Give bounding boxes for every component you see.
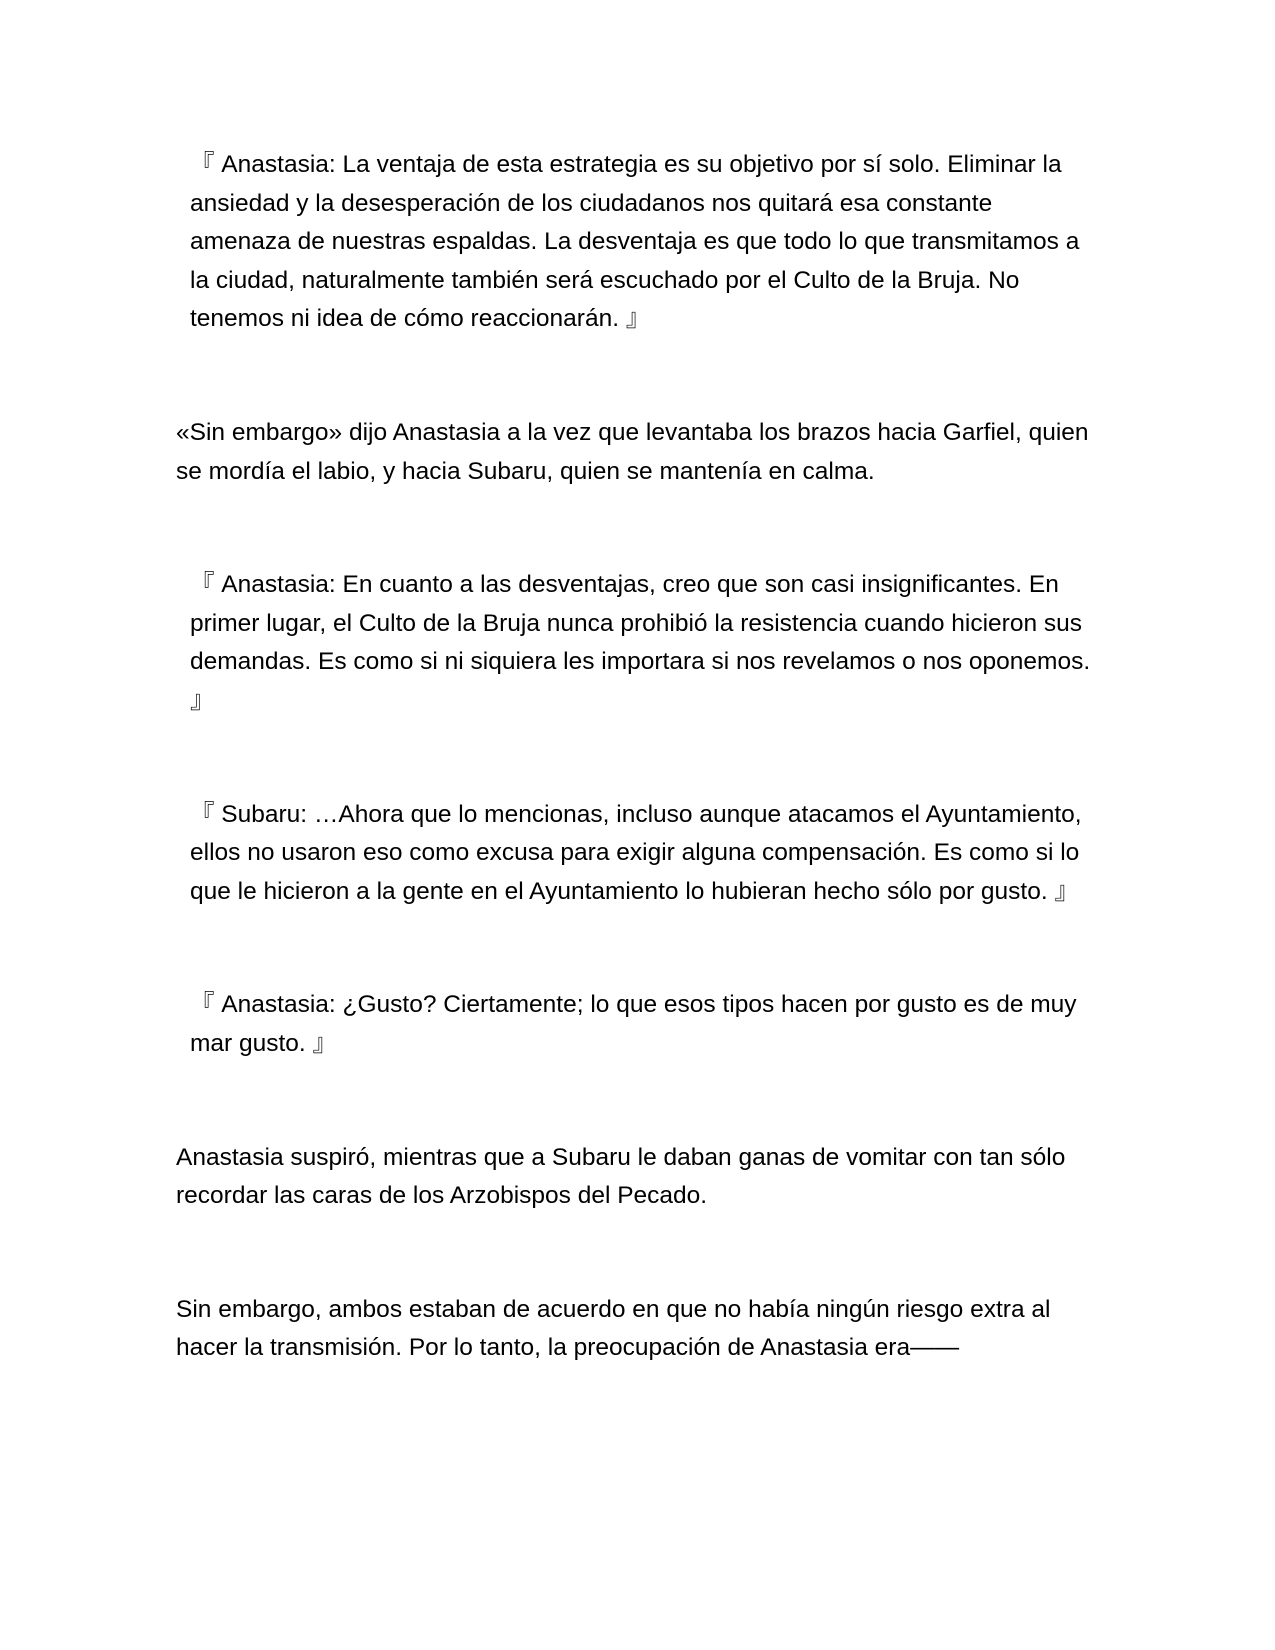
dialogue-paragraph: 『 Anastasia: La ventaja de esta estrategia es su objetivo por sí solo. Eliminar la ansiedad y la desesperación de los ciudadanos nos quitará esa constante amenaza de nuestras espaldas. La desventaja es que todo lo que transmitamos a la ciudad, naturalmente también será escuchado por el Culto de la Bruja. No tenemos ni idea de cómo reaccionarán. 』 [190,151,1080,333]
narration-paragraph: «Sin embargo» dijo Anastasia a la vez que levantaba los brazos hacia Garfiel, quien se mordía el labio, y hacia Subaru, quien se mantenía en calma. [176,418,1089,485]
document-body [176,146,1096,1443]
dialogue-paragraph: 『 Anastasia: En cuanto a las desventajas, creo que son casi insignificantes. En primer lugar, el Culto de la Bruja nunca prohibió la resistencia cuando hicieron sus demandas. Es como si ni siquiera les importara si nos revelamos o nos oponemos. 』 [190,571,1091,714]
dialogue-paragraph: 『 Subaru: …Ahora que lo mencionas, incluso aunque atacamos el Ayuntamiento, ellos no usaron eso como excusa para exigir alguna compensación. Es como si lo que le hicieron a la gente en el Ayuntamiento lo hubieran hecho sólo por gusto. 』 [190,800,1082,905]
dialogue-paragraph: 『 Anastasia: ¿Gusto? Ciertamente; lo que esos tipos hacen por gusto es de muy mar gusto. 』 [190,991,1077,1057]
narration-paragraph: Anastasia suspiró, mientras que a Subaru le daban ganas de vomitar con tan sólo recordar las caras de los Arzobispos del Pecado. [176,1143,1066,1210]
narration-paragraph: Sin embargo, ambos estaban de acuerdo en que no había ningún riesgo extra al hacer la transmisión. Por lo tanto, la preocupación de Anastasia era—— [176,1295,1051,1362]
